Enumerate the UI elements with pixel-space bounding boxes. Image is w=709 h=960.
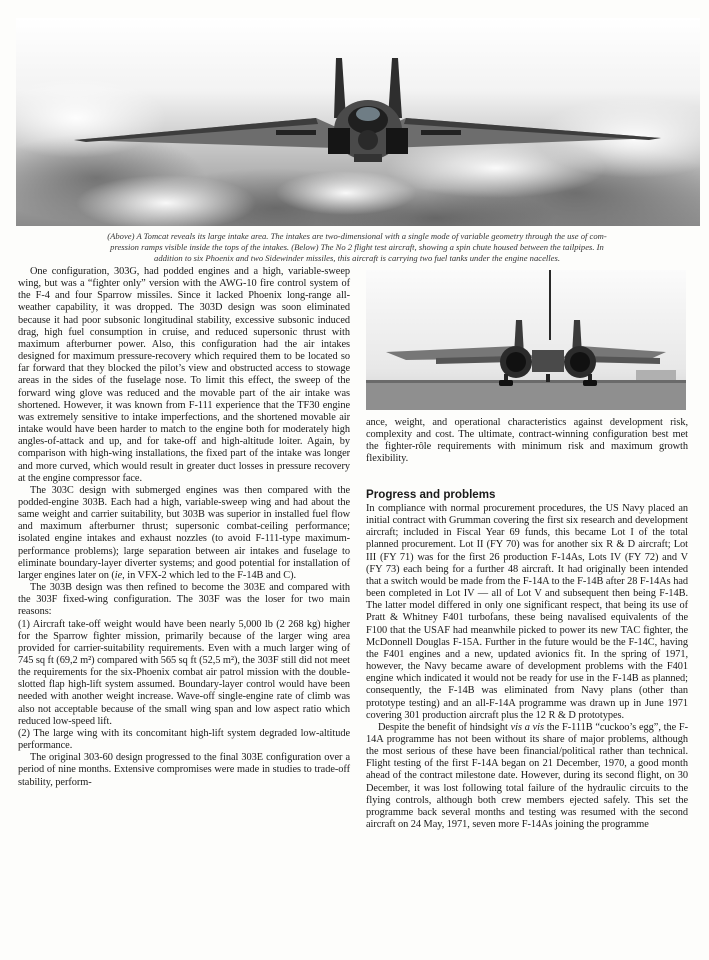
paragraph: In compliance with normal procurement procedures, the US Navy placed an initial contract with Grumman covering the first six research and development aircraft; included in Fiscal Year 69 funds, this became Lot I of the total planned procurement. Lot II (FY 70) was for another six R & D aircraft; Lot III (FY 71) was for the first 26 production F-14As, Lots IV (FY 72) and V (FY 73) each being for a further 48 aircraft. It had originally been intended that a switch would be made from the F-14A to the F-14B after 28 F-14As had been completed in Lot IV — all of Lot V and subsequent then being F-14B. The latter model differed in only one significant respect, that being its use of Pratt & Whitney F401 turbofans, these being navalised equivalents of the F100 that the USAF had meanwhile picked to power its new TAC fighter, the McDonnell Douglas F-15A. Further in the future would be the F-14C, having the F401 engines and a new, updated avionics fit. In the spring of 1971, however, the Navy became aware of development problems with the F401 engine which indicated it would not be ready for use in the F-14B as planned; consequently, the F-14B was eliminated from Navy plans (other than prototype testing) and an all-F-14A programme was drawn up in June 1971 covering 301 production aircraft plus the 12 R & D prototypes. xyxy=(366,503,688,721)
italic-text: vis a vis xyxy=(510,721,544,733)
caption-line-1: (Above) A Tomcat reveals its large intake area. The intakes are two-dimensional with a single mode of variable geometry through the use of com- xyxy=(107,231,607,241)
caption-line-2: pression ramps visible inside the tops of the intakes. (Below) The No 2 flight test aircraft, showing a spin chute housed between the tailpipes. In xyxy=(110,242,604,253)
right-column xyxy=(366,503,688,831)
left-column xyxy=(18,266,350,789)
f-14-tomcat-head-on-above-clouds-icon xyxy=(16,18,700,226)
paragraph: The 303B design was then refined to become the 303E and compared with the 303F fixed-wing configuration. The 303F was the loser for two main reasons: xyxy=(18,582,350,618)
text-run: in VFX-2 which led to the F-14B and C). xyxy=(124,569,297,581)
photo-caption xyxy=(18,231,696,265)
text-run: The 303C design with submerged engines was then compared with the podded-engine 303B. Each had a high, variable-sweep wing and had about the same weight and carrier suitability, but 303B was superior in installed fuel flow and maximum afterburner thrust; supersonic combat-ceiling performance; isolated engine intakes and exhaust nozzles (to avoid F-111-type maximum-performance problems); large separation between air intakes and fuselage to eliminate boundary-layer diverter systems; and good potential for installation of larger engines later on ( xyxy=(18,484,350,581)
text-run: Despite the benefit of hindsight xyxy=(378,721,511,733)
section-heading: Progress and problems xyxy=(366,488,496,501)
paragraph: One configuration, 303G, had podded engines and a high, variable-sweep wing, but was a “fighter only” version with the AWG-10 fire control system of the F-4 and four Sparrow missiles. Since it lacked Phoenix long-range all-weather capability, it was dropped. The 303D design was soon eliminated because it had poor subsonic longitudinal stability, excessive subsonic induced drag, high fuel consumption in cruise, and reduced supersonic thrust with maximum afterburner power. Also, this configuration had the air intakes designed for maximum pressure-recovery which required them to be located so far forward that they blocked the pilot’s view and obstructed access to stowage areas in the sides of the fuselage nose. To limit this effect, the sweep of the forward wing glove was reduced and the movable part of the air intake was shortened. However, it was known from F-111 experience that the TF30 engine was extremely sensitive to intake imperfections, and the shortened movable air intake would have been harder to match to the engine both for moderately high angles-of-attack and up, and for take-off and high-altitude loiter. Again, by comparison with high-wing installations, the fixed part of the intake was longer and more curved, which would result in greater duct losses in pressure recovery at the engine compressor face. xyxy=(18,266,350,484)
photo-f14-runway xyxy=(366,270,686,410)
right-column-continuation xyxy=(366,417,688,466)
paragraph xyxy=(366,722,688,831)
text-run: the F-111B “cuckoo’s egg”, the F-14A programme has not been without its share of major problems, although the most serious of these have been financial/political rather than technical. Flight testing of the first F-14A began on 21 December, 1970, a good month ahead of the contract milestone date. However, during its second flight, on 30 December, it was lost following total failure of the hydraulic circuits to the flying controls, although both crew members ejected safely. This set the programme back several months and testing was resumed with the second aircraft on 24 May, 1971, seven more F-14As joining the programme xyxy=(366,721,689,831)
paragraph xyxy=(18,485,350,582)
caption-line-3: addition to six Phoenix and two Sidewinder missiles, this aircraft is carrying two fuel tanks under the engine nacelles. xyxy=(154,253,560,264)
paragraph: (2) The large wing with its concomitant high-lift system degraded low-altitude performance. xyxy=(18,727,350,752)
italic-text: ie, xyxy=(114,569,125,581)
paragraph: The original 303-60 design progressed to the final 303E configuration over a period of nine months. Extensive compromises were made in studies to trade-off stability, perform- xyxy=(18,752,350,788)
photo-f14-above-clouds xyxy=(16,18,700,226)
f-14-on-runway-with-spin-chute-icon xyxy=(366,270,686,410)
paragraph: ance, weight, and operational characteristics against development risk, complexity and cost. The ultimate, contract-winning configuration best met the fighter-rôle requirements with minimum risk and maximum growth flexibility. xyxy=(366,417,688,465)
paragraph: (1) Aircraft take-off weight would have been nearly 5,000 lb (2 268 kg) higher for the Sparrow fighter mission, primarily because of the larger wing area provided for carrier-suitability requirements. Even with a much larger wing of 745 sq ft (69,2 m²) compared with 565 sq ft (52,5 m²), the 303F still did not meet the requirements for the six-Phoenix combat air patrol mission with the double-slotted flap high-lift system assumed. Boundary-layer control would have been needed with another weight increase. Wave-off single-engine rate of climb was also not acceptable because of the small wing span and low aspect ratio which reduced low-speed lift. xyxy=(18,618,350,727)
